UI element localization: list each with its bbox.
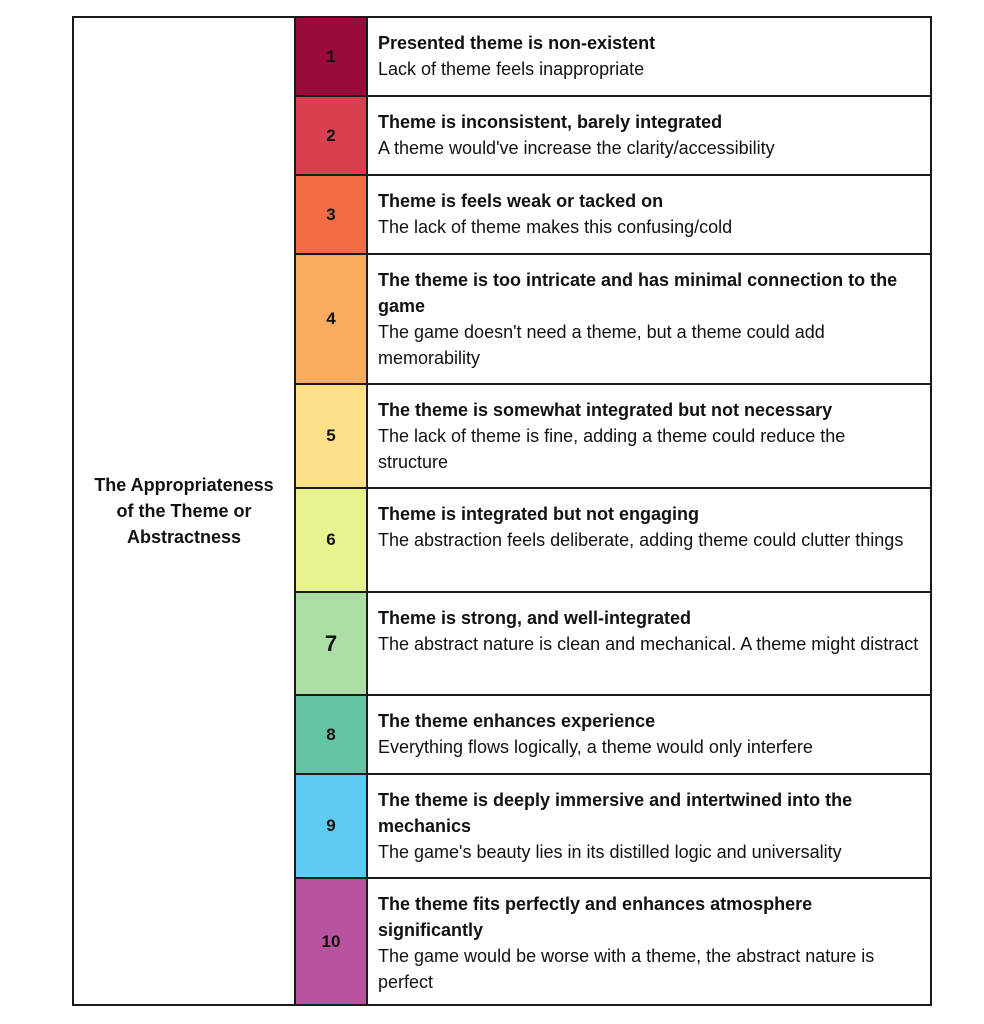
desc-cell-8 [368, 696, 930, 773]
level-row-6 [296, 489, 930, 593]
desc-cell-7 [368, 593, 930, 694]
rubric-table [72, 16, 932, 1006]
level-row-5 [296, 385, 930, 489]
level-title-10: The theme fits perfectly and enhances atmosphere significantly [378, 894, 813, 940]
level-title-8: The theme enhances experience [378, 711, 656, 731]
desc-cell-3 [368, 176, 930, 253]
score-cell-6: 6 [296, 489, 368, 591]
level-description-9: The game's beauty lies in its distilled logic and universality [378, 842, 842, 862]
level-description-5: The lack of theme is fine, adding a theme could reduce the structure [378, 426, 846, 472]
desc-cell-5 [368, 385, 930, 487]
score-cell-3: 3 [296, 176, 368, 253]
desc-cell-10 [368, 879, 930, 1004]
level-row-8 [296, 696, 930, 775]
level-description-7: The abstract nature is clean and mechanical. A theme might distract [378, 634, 919, 654]
level-title-7: Theme is strong, and well-integrated [378, 608, 692, 628]
desc-cell-9 [368, 775, 930, 877]
level-title-6: Theme is integrated but not engaging [378, 504, 700, 524]
level-title-3: Theme is feels weak or tacked on [378, 191, 664, 211]
level-row-3 [296, 176, 930, 255]
level-description-1: Lack of theme feels inappropriate [378, 59, 645, 79]
score-cell-8: 8 [296, 696, 368, 773]
level-title-1: Presented theme is non-existent [378, 33, 656, 53]
score-cell-7: 7 [296, 593, 368, 694]
score-cell-10: 10 [296, 879, 368, 1004]
level-title-2: Theme is inconsistent, barely integrated [378, 112, 723, 132]
level-title-9: The theme is deeply immersive and intertwined into the mechanics [378, 790, 853, 836]
levels-column [296, 18, 930, 1004]
level-row-7 [296, 593, 930, 696]
level-row-9 [296, 775, 930, 879]
score-cell-9: 9 [296, 775, 368, 877]
level-description-6: The abstraction feels deliberate, adding theme could clutter things [378, 530, 904, 550]
score-cell-4: 4 [296, 255, 368, 383]
level-description-2: A theme would've increase the clarity/accessibility [378, 138, 775, 158]
desc-cell-1 [368, 18, 930, 95]
desc-cell-2 [368, 97, 930, 174]
level-row-2 [296, 97, 930, 176]
level-description-4: The game doesn't need a theme, but a theme could add memorability [378, 322, 825, 368]
level-row-4 [296, 255, 930, 385]
category-cell [74, 18, 296, 1004]
level-description-8: Everything flows logically, a theme would only interfere [378, 737, 813, 757]
level-row-10 [296, 879, 930, 1004]
score-cell-1: 1 [296, 18, 368, 95]
score-cell-2: 2 [296, 97, 368, 174]
desc-cell-6 [368, 489, 930, 591]
category-label: The Appropriateness of the Theme or Abstractness [94, 475, 274, 547]
level-row-1 [296, 18, 930, 97]
level-title-5: The theme is somewhat integrated but not necessary [378, 400, 833, 420]
score-cell-5: 5 [296, 385, 368, 487]
level-description-10: The game would be worse with a theme, the abstract nature is perfect [378, 946, 875, 992]
level-title-4: The theme is too intricate and has minimal connection to the game [378, 270, 898, 316]
desc-cell-4 [368, 255, 930, 383]
level-description-3: The lack of theme makes this confusing/cold [378, 217, 733, 237]
